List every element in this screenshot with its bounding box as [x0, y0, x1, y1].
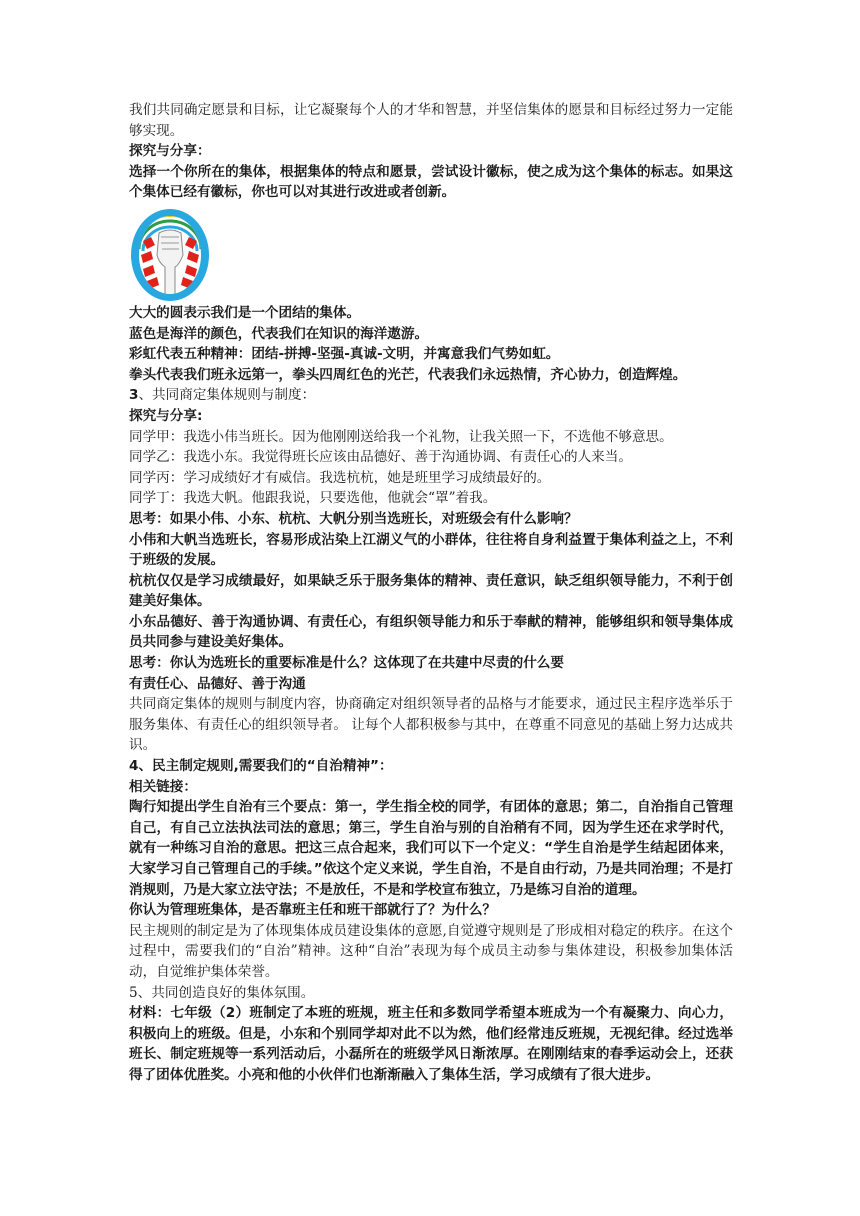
paragraph-vision: 我们共同确定愿景和目标，让它凝聚每个人的才华和智慧，并坚信集体的愿景和目标经过努力一定能够实现。	[129, 102, 733, 139]
paragraph-emblem-task: 选择一个你所在的集体，根据集体的特点和愿景，尝试设计徽标，使之成为这个集体的标志。如果这个集体已经有徽标，你也可以对其进行改进或者创新。	[129, 163, 733, 201]
student-d-opinion: 同学丁：我选大帆。他跟我说，只要选他，他就会“罩”着我。	[129, 490, 497, 507]
heading-explore-share-2: 探究与分享:	[129, 407, 203, 424]
answer-xiaowei-dafan: 小伟和大帆当选班长，容易形成沾染上江湖义气的小群体，往往将自身利益置于集体利益之上，不利于班级的发展。	[129, 531, 733, 569]
student-b-opinion: 同学乙：我选小东。我觉得班长应该由品德好、善于沟通协调、有责任心的人来当。	[129, 449, 632, 466]
answer-criteria: 有责任心、品德好、善于沟通	[129, 675, 306, 692]
section-3-title: 3、共同商定集体规则与制度：	[129, 387, 316, 404]
answer-xiaodong: 小东品德好、善于沟通协调、有责任心，有组织领导能力和乐于奉献的精神，能够组织和领导集体成员共同参与建设美好集体。	[129, 613, 733, 651]
section-4-title: 4、民主制定规则,需要我们的“自治精神”：	[129, 758, 393, 775]
heading-related-link: 相关链接：	[129, 778, 197, 795]
paragraph-tao-xingzhi: 陶行知提出学生自治有三个要点：第一，学生指全校的同学，有团体的意思；第二，自治指自己管理自己，有自己立法执法司法的意思；第三，学生自治与别的自治稍有不同，因为学生还在求学时代，就有一种练习自治的意思。把这三点合起来，我们可以下一个定义：“学生自治是学生结起团体来，大家学习自己管理自己的手续。”依这个定义来说，学生自治，不是自由行动，乃是共同治理；不是打消规则，乃是大家立法守法；不是放任，不是和学校宣布独立，乃是练习自治的道理。	[129, 799, 733, 898]
heading-explore-share: 探究与分享：	[129, 143, 211, 160]
paragraph-material: 材料：七年级（2）班制定了本班的班规，班主任和多数同学希望本班成为一个有凝聚力、向心力，积极向上的班级。但是，小东和个别同学却对此不以为然，他们经常违反班规，无视纪律。经过选举班长、制定班规等一系列活动后，小磊所在的班级学风日渐浓厚。在刚刚结束的春季运动会上，还获得了团体优胜奖。小亮和他的小伙伴们也渐渐融入了集体生活，学习成绩有了很大进步。	[129, 1005, 734, 1083]
question-influence: 思考：如果小伟、小东、杭杭、大帆分别当选班长，对班级会有什么影响？	[129, 510, 578, 527]
class-emblem-fist-rainbow	[129, 207, 211, 303]
class-number: 2	[225, 1005, 236, 1022]
paragraph-self-governance: 民主规则的制定是为了体现集体成员建设集体的意愿,自觉遵守规则是了形成相对稳定的秩序。在这个过程中，需要我们的“自治”精神。这种“自治”表现为每个成员主动参与集体建设，积极参加集体活动，自觉维护集体荣誉。	[129, 922, 733, 980]
emblem-desc-fist: 拳头代表我们班永远第一，拳头四周红色的光芒，代表我们永远热情，齐心协力，创造辉煌。	[129, 366, 687, 383]
paragraph-rules: 共同商定集体的规则与制度内容，协商确定对组织领导者的品格与才能要求，通过民主程序选举乐于服务集体、有责任心的组织领导者。 让每个人都积极参与其中，在尊重不同意见的基础上努力达成共识。	[129, 696, 733, 754]
student-a-opinion: 同学甲：我选小伟当班长。因为他刚刚送给我一个礼物，让我关照一下，不选他不够意思。	[129, 428, 673, 445]
emblem-desc-circle: 大大的圆表示我们是一个团结的集体。	[129, 304, 361, 321]
section-5-title: 5、共同创造良好的集体氛围。	[129, 984, 315, 1001]
student-c-opinion: 同学丙：学习成绩好才有威信。我选杭杭，她是班里学习成绩最好的。	[129, 469, 551, 486]
emblem-desc-rainbow: 彩虹代表五种精神：团结-拼搏-坚强-真诚-文明，并寓意我们气势如虹。	[129, 346, 560, 363]
section-3-number: 3	[129, 387, 139, 404]
answer-hanghang: 杭杭仅仅是学习成绩最好，如果缺乏乐于服务集体的精神、责任意识，缺乏组织领导能力，不利于创建美好集体。	[129, 572, 733, 610]
question-criteria: 思考：你认为选班长的重要标准是什么？这体现了在共建中尽责的什么要	[129, 655, 564, 672]
question-class-management: 你认为管理班集体，是否靠班主任和班干部就行了？为什么？	[129, 902, 497, 919]
emblem-desc-blue: 蓝色是海洋的颜色，代表我们在知识的海洋遨游。	[129, 325, 429, 342]
document-body	[129, 100, 733, 1086]
